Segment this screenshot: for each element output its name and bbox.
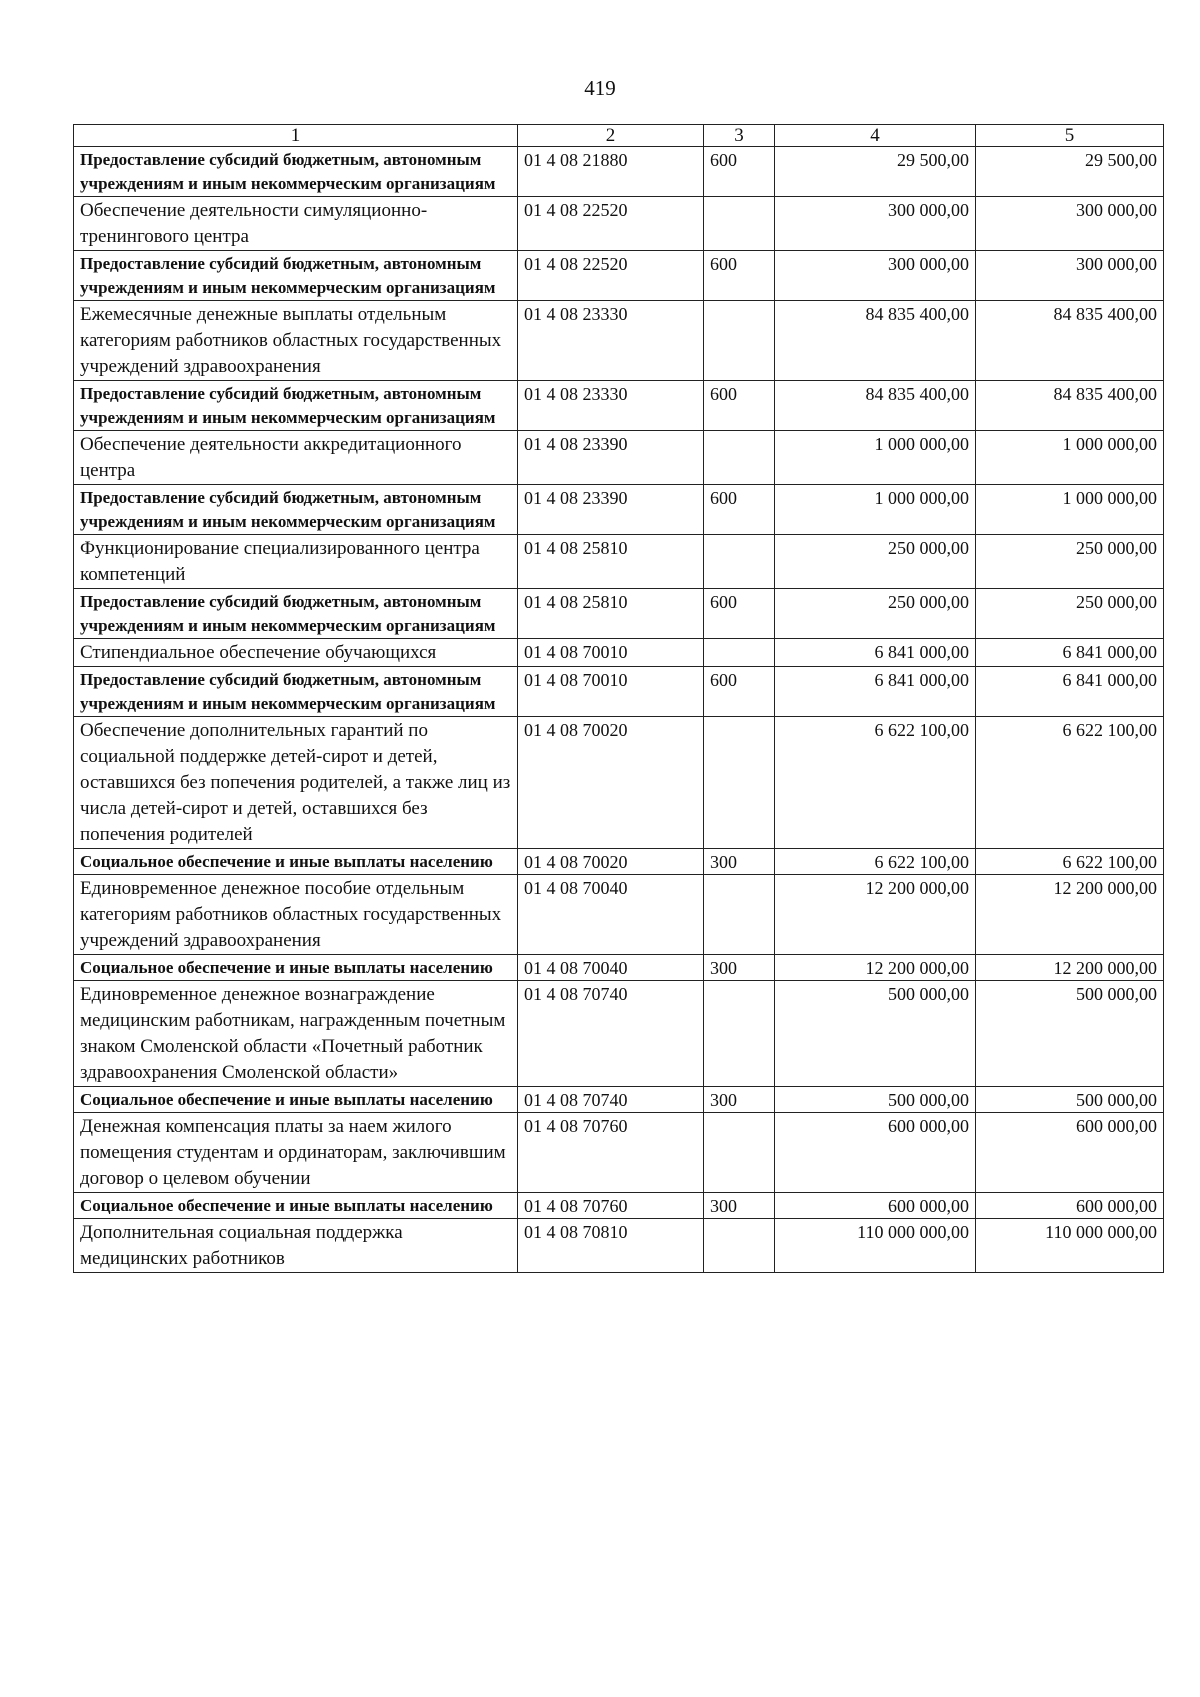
item-name-cell: Предоставление субсидий бюджетным, автономным учреждениям и иным некоммерческим организациям — [74, 485, 518, 535]
column-header-3: 3 — [704, 125, 775, 147]
table-row — [74, 1193, 1164, 1219]
expense-type-cell — [704, 1113, 775, 1193]
item-name-cell: Предоставление субсидий бюджетным, автономным учреждениям и иным некоммерческим организациям — [74, 589, 518, 639]
amount-col5-cell: 110 000 000,00 — [976, 1219, 1164, 1273]
item-name-cell: Социальное обеспечение и иные выплаты населению — [74, 849, 518, 875]
amount-col5-cell: 12 200 000,00 — [976, 955, 1164, 981]
amount-col5-cell: 6 841 000,00 — [976, 639, 1164, 667]
code-cell: 01 4 08 70010 — [518, 667, 704, 717]
item-name-cell: Единовременное денежное пособие отдельным категориям работников областных государственных учреждений здравоохранения — [74, 875, 518, 955]
column-header-5: 5 — [976, 125, 1164, 147]
table-row — [74, 849, 1164, 875]
amount-col5-cell: 84 835 400,00 — [976, 381, 1164, 431]
item-name-cell: Единовременное денежное вознаграждение медицинским работникам, награжденным почетным знаком Смоленской области «Почетный работник здравоохранения Смоленской области» — [74, 981, 518, 1087]
table-row — [74, 197, 1164, 251]
code-cell: 01 4 08 70040 — [518, 875, 704, 955]
table-row — [74, 381, 1164, 431]
amount-col4-cell: 600 000,00 — [775, 1113, 976, 1193]
page-number: 419 — [584, 76, 616, 100]
amount-col5-cell: 84 835 400,00 — [976, 301, 1164, 381]
table-row — [74, 981, 1164, 1087]
table-row — [74, 251, 1164, 301]
amount-col4-cell: 500 000,00 — [775, 981, 976, 1087]
amount-col4-cell: 84 835 400,00 — [775, 381, 976, 431]
code-cell: 01 4 08 21880 — [518, 147, 704, 197]
expense-type-cell — [704, 639, 775, 667]
amount-col5-cell: 250 000,00 — [976, 589, 1164, 639]
code-cell: 01 4 08 70760 — [518, 1113, 704, 1193]
amount-col4-cell: 600 000,00 — [775, 1193, 976, 1219]
header-row — [74, 125, 1164, 147]
table-row — [74, 147, 1164, 197]
item-name-cell: Предоставление субсидий бюджетным, автономным учреждениям и иным некоммерческим организациям — [74, 381, 518, 431]
item-name-cell: Ежемесячные денежные выплаты отдельным категориям работников областных государственных учреждений здравоохранения — [74, 301, 518, 381]
amount-col4-cell: 1 000 000,00 — [775, 485, 976, 535]
amount-col5-cell: 1 000 000,00 — [976, 431, 1164, 485]
amount-col5-cell: 300 000,00 — [976, 251, 1164, 301]
item-name-cell: Предоставление субсидий бюджетным, автономным учреждениям и иным некоммерческим организациям — [74, 147, 518, 197]
code-cell: 01 4 08 70760 — [518, 1193, 704, 1219]
amount-col4-cell: 6 841 000,00 — [775, 667, 976, 717]
column-header-2: 2 — [518, 125, 704, 147]
table-row — [74, 535, 1164, 589]
code-cell: 01 4 08 70010 — [518, 639, 704, 667]
expense-type-cell — [704, 981, 775, 1087]
amount-col4-cell: 6 841 000,00 — [775, 639, 976, 667]
amount-col5-cell: 300 000,00 — [976, 197, 1164, 251]
amount-col4-cell: 500 000,00 — [775, 1087, 976, 1113]
amount-col4-cell: 250 000,00 — [775, 589, 976, 639]
table-row — [74, 1087, 1164, 1113]
expense-type-cell: 300 — [704, 1193, 775, 1219]
amount-col4-cell: 250 000,00 — [775, 535, 976, 589]
code-cell: 01 4 08 70740 — [518, 981, 704, 1087]
item-name-cell: Предоставление субсидий бюджетным, автономным учреждениям и иным некоммерческим организациям — [74, 667, 518, 717]
amount-col4-cell: 12 200 000,00 — [775, 955, 976, 981]
code-cell: 01 4 08 23390 — [518, 431, 704, 485]
amount-col4-cell: 12 200 000,00 — [775, 875, 976, 955]
code-cell: 01 4 08 70810 — [518, 1219, 704, 1273]
item-name-cell: Обеспечение деятельности аккредитационного центра — [74, 431, 518, 485]
code-cell: 01 4 08 22520 — [518, 251, 704, 301]
code-cell: 01 4 08 22520 — [518, 197, 704, 251]
amount-col4-cell: 84 835 400,00 — [775, 301, 976, 381]
item-name-cell: Функционирование специализированного центра компетенций — [74, 535, 518, 589]
item-name-cell: Обеспечение дополнительных гарантий по социальной поддержке детей-сирот и детей, оставшихся без попечения родителей, а также лиц из числа детей-сирот и детей, оставшихся без попечения родителей — [74, 717, 518, 849]
code-cell: 01 4 08 23390 — [518, 485, 704, 535]
amount-col5-cell: 6 841 000,00 — [976, 667, 1164, 717]
code-cell: 01 4 08 23330 — [518, 301, 704, 381]
table-row — [74, 485, 1164, 535]
expense-type-cell: 600 — [704, 589, 775, 639]
amount-col5-cell: 500 000,00 — [976, 981, 1164, 1087]
table-body — [74, 147, 1164, 1273]
table-row — [74, 1113, 1164, 1193]
table-row — [74, 717, 1164, 849]
table-row — [74, 589, 1164, 639]
item-name-cell: Социальное обеспечение и иные выплаты населению — [74, 1193, 518, 1219]
expense-type-cell: 300 — [704, 849, 775, 875]
amount-col5-cell: 6 622 100,00 — [976, 717, 1164, 849]
code-cell: 01 4 08 25810 — [518, 589, 704, 639]
amount-col4-cell: 6 622 100,00 — [775, 717, 976, 849]
item-name-cell: Социальное обеспечение и иные выплаты населению — [74, 955, 518, 981]
code-cell: 01 4 08 70020 — [518, 717, 704, 849]
column-header-4: 4 — [775, 125, 976, 147]
code-cell: 01 4 08 70040 — [518, 955, 704, 981]
expense-type-cell — [704, 535, 775, 589]
table-row — [74, 955, 1164, 981]
expense-type-cell — [704, 875, 775, 955]
amount-col5-cell: 250 000,00 — [976, 535, 1164, 589]
amount-col5-cell: 12 200 000,00 — [976, 875, 1164, 955]
item-name-cell: Денежная компенсация платы за наем жилого помещения студентам и ординаторам, заключившим договор о целевом обучении — [74, 1113, 518, 1193]
table-row — [74, 667, 1164, 717]
expense-type-cell — [704, 301, 775, 381]
expense-type-cell — [704, 717, 775, 849]
expense-type-cell: 300 — [704, 1087, 775, 1113]
item-name-cell: Социальное обеспечение и иные выплаты населению — [74, 1087, 518, 1113]
amount-col4-cell: 300 000,00 — [775, 251, 976, 301]
amount-col5-cell: 600 000,00 — [976, 1113, 1164, 1193]
expense-type-cell: 600 — [704, 667, 775, 717]
amount-col5-cell: 600 000,00 — [976, 1193, 1164, 1219]
expense-type-cell: 600 — [704, 381, 775, 431]
amount-col4-cell: 1 000 000,00 — [775, 431, 976, 485]
code-cell: 01 4 08 70740 — [518, 1087, 704, 1113]
table-row — [74, 431, 1164, 485]
amount-col4-cell: 110 000 000,00 — [775, 1219, 976, 1273]
expense-type-cell — [704, 1219, 775, 1273]
expense-type-cell: 600 — [704, 485, 775, 535]
item-name-cell: Стипендиальное обеспечение обучающихся — [74, 639, 518, 667]
code-cell: 01 4 08 25810 — [518, 535, 704, 589]
amount-col5-cell: 500 000,00 — [976, 1087, 1164, 1113]
code-cell: 01 4 08 70020 — [518, 849, 704, 875]
item-name-cell: Дополнительная социальная поддержка медицинских работников — [74, 1219, 518, 1273]
amount-col4-cell: 29 500,00 — [775, 147, 976, 197]
expense-type-cell — [704, 197, 775, 251]
item-name-cell: Предоставление субсидий бюджетным, автономным учреждениям и иным некоммерческим организациям — [74, 251, 518, 301]
amount-col5-cell: 1 000 000,00 — [976, 485, 1164, 535]
column-header-1: 1 — [74, 125, 518, 147]
item-name-cell: Обеспечение деятельности симуляционно-тренингового центра — [74, 197, 518, 251]
table-row — [74, 301, 1164, 381]
amount-col5-cell: 6 622 100,00 — [976, 849, 1164, 875]
amount-col4-cell: 6 622 100,00 — [775, 849, 976, 875]
amount-col5-cell: 29 500,00 — [976, 147, 1164, 197]
expense-type-cell — [704, 431, 775, 485]
table-header — [74, 125, 1164, 147]
amount-col4-cell: 300 000,00 — [775, 197, 976, 251]
expense-type-cell: 600 — [704, 251, 775, 301]
table-row — [74, 875, 1164, 955]
expense-type-cell: 300 — [704, 955, 775, 981]
code-cell: 01 4 08 23330 — [518, 381, 704, 431]
budget-table — [73, 124, 1164, 1273]
table-row — [74, 1219, 1164, 1273]
expense-type-cell: 600 — [704, 147, 775, 197]
table-row — [74, 639, 1164, 667]
